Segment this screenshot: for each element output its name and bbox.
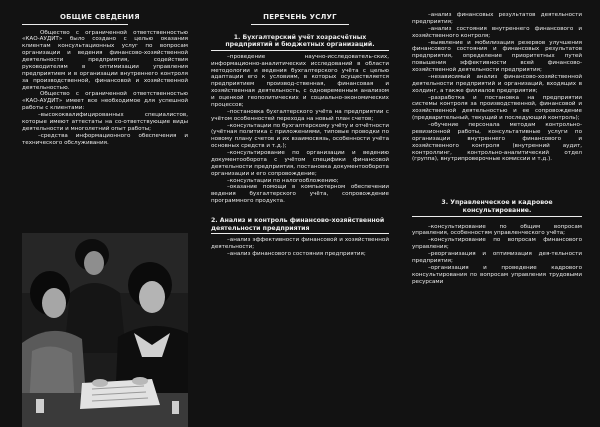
service-item: –консультации по бухгалтерскому учёту и отчётности (учётная политика с приложениями, типовые проводки по новому плану счетов и их взаимосвязь, особенности учёта основных средств и т.д.); <box>211 122 389 150</box>
service-item: –оказание помощи в компьютерном обеспечении ведения бухгалтерского учёта, сопровождение программного продукта. <box>211 184 389 205</box>
section-2-title: 2. Анализ и контроль финансово-хозяйственной деятельности предприятия <box>211 217 385 232</box>
intro-paragraph: Общество с ограниченной ответственностью «КАО-АУДИТ» было создано с целью оказания клиентам консультационных услуг по вопросам организации и ведения финансово-хозяйственной деятельности предприятия, содействия руководителям в оптимизации управления предприятием и в организации внутреннего контроля за производственной, финансовой и хозяйственной деятельностью. <box>22 29 188 91</box>
team-photo <box>22 233 188 427</box>
section-underline <box>412 216 582 217</box>
section-3-title: 3. Управленческое и кадровое консультирование. <box>441 199 553 214</box>
service-item: –анализ состояния внутреннего финансового и хозяйственного контроля; <box>412 25 582 39</box>
service-item: –независимый анализ финансово-хозяйственной деятельности предприятий и организаций, входящих в холдинг, а также филиалов предприятия; <box>412 73 582 94</box>
service-item: –консультирование по общим вопросам управления, особенностям управленческого учёта; <box>412 223 582 237</box>
service-item: –разработка и постановка на предприятии системы контроля за производственной, финансовой и хозяйственной деятельностью и ее сопровождение (предварительный, текущий и последующий контроль); <box>412 94 582 122</box>
info-support-item: –средства информационного обеспечения и технического обслуживания. <box>22 132 188 146</box>
team-photo-illustration <box>22 233 188 427</box>
service-item: –консультирование по вопросам финансового управления; <box>412 237 582 251</box>
services-column <box>211 0 389 258</box>
services-title: ПЕРЕЧЕНЬ УСЛУГ <box>263 13 337 21</box>
services-continued-column <box>412 12 582 285</box>
service-item: –анализ финансовых результатов деятельности предприятия; <box>412 12 582 25</box>
service-item: –консультирование по организации и ведению документооборота с учётом специфики финансовой деятельности предприятия, постановка документооборота организации и его сопровождение; <box>211 150 389 177</box>
section-underline <box>211 50 389 51</box>
service-item: –выявление и мобилизация резервов улучшения финансового состояния и финансовых результатов предприятия, определение приоритетных путей повышения эффективности всей финансово-хозяйственной деятельности предприятия; <box>412 39 582 73</box>
service-item: –проведение научно-исследователь-ских, информационно-аналитических исследований в области методологии и ведения бухгалтерского учёта с целью адаптации его к условиям, в которых осуществляется предприятием производ-ственная, финансовая и хозяйственная деятельность, с одновременным анализом и оценкой геополитических и социально-экономических процессов; <box>211 53 389 108</box>
general-info-column <box>22 0 188 146</box>
section-underline <box>211 233 389 234</box>
section-1-title: 1. Бухгалтерский учёт хозрасчётных предприятий и бюджетных организаций. <box>225 33 375 49</box>
service-item: –организация и проведение кадрового консультирования по вопросам управления трудовыми ресурсами <box>412 264 582 285</box>
specialists-item: –высококвалифицированных специалистов, которые имеют аттестаты на со-ответствующие виды деятельности и многолетний опыт работы; <box>22 112 188 132</box>
service-item: –реорганизация и оптимизация дея-тельности предприятия; <box>412 251 582 264</box>
resources-paragraph: Общество с ограниченной ответственностью «КАО-АУДИТ» имеет все необходимое для успешной работы с клиентами: <box>22 91 188 112</box>
service-item: –обучение персонала методам контрольно-ревизионной работы, консультативные услуги по организации внутреннего финансового и хозяйственного контроля (внутренний аудит, контроллинг, контрольно-аналитический отдел (группа), внутрипроверочные комиссии и т.д.). <box>412 122 582 163</box>
service-item: –анализ эффективности финансовой и хозяйственной деятельности; <box>211 237 389 251</box>
service-item: –анализ финансового состояния предприятия; <box>227 251 366 258</box>
general-info-title: ОБЩИЕ СВЕДЕНИЯ <box>60 13 140 21</box>
service-item: –постановка бухгалтерского учёта на предприятии с учётом особенностей перехода на новый план счетов; <box>211 108 389 122</box>
service-item: –консультации по налогообложению; <box>227 177 339 184</box>
